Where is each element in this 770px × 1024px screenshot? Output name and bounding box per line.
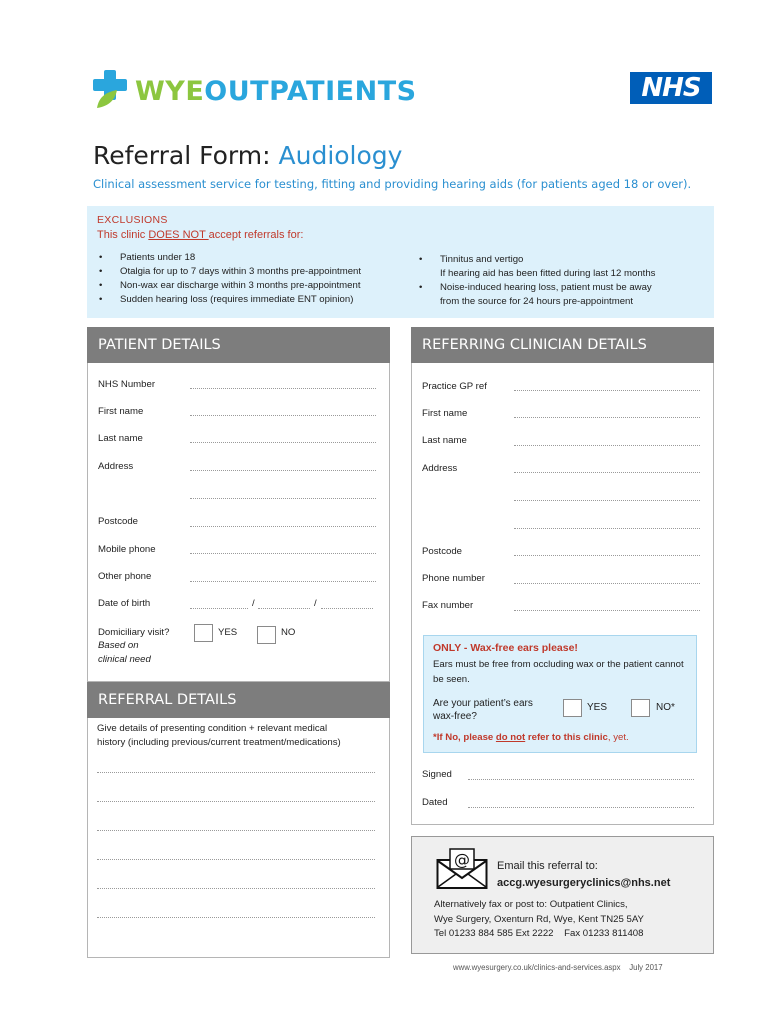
- clinician-first-name-field[interactable]: [514, 417, 700, 418]
- clinician-phone-label: Phone number: [422, 573, 485, 584]
- referral-instructions-1: Give details of presenting condition + relevant medical: [97, 723, 328, 734]
- mobile-phone-field[interactable]: [190, 553, 376, 554]
- clinician-last-name-label: Last name: [422, 435, 467, 446]
- postal-line-1: Alternatively fax or post to: Outpatient Clinics,: [434, 899, 628, 910]
- referring-clinician-box: [411, 363, 714, 825]
- list-item-text: Non-wax ear discharge within 3 months pre-appointment: [120, 280, 361, 291]
- clinician-address-field-1[interactable]: [514, 472, 700, 473]
- clinician-postcode-label: Postcode: [422, 546, 463, 557]
- wax-free-no-label: NO*: [656, 702, 675, 713]
- referral-line[interactable]: [97, 917, 375, 918]
- wax-free-text: Ears must be free from occluding wax or the patient cannot be seen.: [433, 659, 684, 685]
- domiciliary-yes-checkbox[interactable]: [194, 624, 213, 642]
- exclusions-intro-after: accept referrals for:: [208, 229, 304, 241]
- page-subtitle: Clinical assessment service for testing, fitting and providing hearing aids (for patients aged 18 or over).: [93, 177, 692, 191]
- clinician-fax-label: Fax number: [422, 600, 474, 611]
- wax-free-no-checkbox[interactable]: [631, 699, 650, 717]
- patient-last-name-field[interactable]: [190, 442, 376, 443]
- dated-label: Dated: [422, 797, 448, 808]
- list-item-text: Noise-induced hearing loss, patient must be away: [440, 282, 652, 293]
- title-accent: Audiology: [278, 141, 403, 170]
- domiciliary-yes-label: YES: [218, 627, 238, 638]
- wye-cross-leaf-logo-icon: [93, 70, 127, 110]
- referral-details-box: [87, 718, 390, 958]
- clinician-fax-field[interactable]: [514, 610, 700, 611]
- clinician-first-name-label: First name: [422, 408, 468, 419]
- domiciliary-note-2: clinical need: [98, 654, 151, 665]
- referring-clinician-heading: REFERRING CLINICIAN DETAILS: [411, 327, 714, 363]
- dob-separator: /: [252, 598, 255, 609]
- email-envelope-icon: [436, 848, 488, 890]
- wax-free-yes-checkbox[interactable]: [563, 699, 582, 717]
- list-item-text: If hearing aid has been fitted during last 12 months: [440, 268, 656, 279]
- wax-note-c: refer to this clinic: [525, 732, 608, 743]
- postal-details: [434, 898, 709, 942]
- email-label: Email this referral to:: [497, 860, 598, 872]
- other-phone-label: Other phone: [98, 571, 152, 582]
- patient-first-name-field[interactable]: [190, 415, 376, 416]
- other-phone-field[interactable]: [190, 581, 376, 582]
- domiciliary-no-label: NO: [281, 627, 296, 638]
- nhs-number-field[interactable]: [190, 388, 376, 389]
- exclusions-list-right: [417, 253, 655, 309]
- dated-field[interactable]: [468, 807, 694, 808]
- dob-month-field[interactable]: [258, 608, 310, 609]
- referral-line[interactable]: [97, 859, 375, 860]
- exclusions-intro-emph: DOES NOT: [148, 229, 209, 241]
- wax-free-note: [433, 732, 629, 743]
- list-item: • Noise-induced hearing loss, patient must be away: [419, 282, 652, 293]
- referral-line[interactable]: [97, 801, 375, 802]
- wax-free-question: [433, 697, 533, 723]
- referral-instructions-2: history (including previous/current treatment/medications): [97, 737, 341, 748]
- domiciliary-note-1: Based on: [98, 640, 139, 651]
- footer-text: www.wyesurgery.co.uk/clinics-and-services.aspx July 2017: [453, 963, 663, 972]
- patient-last-name-label: Last name: [98, 433, 143, 444]
- wax-free-title: ONLY - Wax-free ears please!: [433, 642, 578, 654]
- brand-logo-text: [135, 76, 417, 107]
- exclusions-list-left: [97, 251, 361, 307]
- dob-separator: /: [314, 598, 317, 609]
- domiciliary-no-checkbox[interactable]: [257, 626, 276, 644]
- exclusions-intro: [97, 229, 303, 241]
- gp-ref-field[interactable]: [514, 390, 700, 391]
- list-item: • Otalgia for up to 7 days within 3 months pre-appointment: [99, 266, 362, 277]
- clinician-address-field-3[interactable]: [514, 528, 700, 529]
- patient-details-heading: PATIENT DETAILS: [87, 327, 390, 363]
- wax-free-question-line-2: wax-free?: [433, 711, 477, 722]
- wax-note-a: *If No, please: [433, 732, 496, 743]
- exclusions-intro-before: This clinic: [97, 229, 149, 241]
- referral-line[interactable]: [97, 830, 375, 831]
- wax-free-question-line-1: Are your patient’s ears: [433, 698, 533, 709]
- referral-line[interactable]: [97, 772, 375, 773]
- patient-first-name-label: First name: [98, 406, 144, 417]
- list-item-text: from the source for 24 hours pre-appointment: [440, 296, 634, 307]
- referral-details-heading: REFERRAL DETAILS: [87, 682, 390, 718]
- clinician-address-label: Address: [422, 463, 458, 474]
- gp-ref-label: Practice GP ref: [422, 381, 487, 392]
- dob-day-field[interactable]: [190, 608, 248, 609]
- clinician-phone-field[interactable]: [514, 583, 700, 584]
- list-item-text: Sudden hearing loss (requires immediate ENT opinion): [120, 294, 354, 305]
- wax-note-d: , yet.: [607, 732, 629, 743]
- clinician-postcode-field[interactable]: [514, 555, 700, 556]
- brand-outpatients: OUTPATIENTS: [204, 76, 417, 107]
- signed-label: Signed: [422, 769, 452, 780]
- patient-address-label: Address: [98, 461, 134, 472]
- domiciliary-visit-label: Domiciliary visit?: [98, 627, 170, 638]
- clinician-last-name-field[interactable]: [514, 445, 700, 446]
- postal-line-2: Wye Surgery, Oxenturn Rd, Wye, Kent TN25 5AY: [434, 913, 644, 925]
- list-item-text: Tinnitus and vertigo: [440, 254, 524, 265]
- list-item: • Tinnitus and vertigo: [419, 254, 524, 265]
- list-item-continuation: [417, 267, 655, 281]
- title-prefix: Referral Form:: [93, 141, 279, 170]
- patient-address-field-1[interactable]: [190, 470, 376, 471]
- list-item-text: Otalgia for up to 7 days within 3 months pre-appointment: [120, 266, 362, 277]
- referral-line[interactable]: [97, 888, 375, 889]
- list-item-continuation: [417, 295, 655, 309]
- signed-field[interactable]: [468, 779, 694, 780]
- patient-address-field-2[interactable]: [190, 498, 376, 499]
- list-item: • Patients under 18: [99, 252, 196, 263]
- mobile-phone-label: Mobile phone: [98, 544, 156, 555]
- nhs-number-label: NHS Number: [98, 379, 156, 390]
- svg-text:@: @: [454, 850, 470, 869]
- dob-label: Date of birth: [98, 598, 151, 609]
- exclusions-heading: EXCLUSIONS: [97, 214, 168, 226]
- patient-postcode-label: Postcode: [98, 516, 139, 527]
- email-address-link[interactable]: accg.wyesurgeryclinics@nhs.net: [497, 877, 671, 889]
- list-item-text: Patients under 18: [120, 252, 196, 263]
- postal-line-3: Tel 01233 884 585 Ext 2222 Fax 01233 811408: [434, 928, 644, 939]
- wax-note-b: do not: [495, 732, 526, 743]
- list-item: • Non-wax ear discharge within 3 months pre-appointment: [99, 280, 361, 291]
- patient-postcode-field[interactable]: [190, 526, 376, 527]
- wax-free-yes-label: YES: [587, 702, 608, 713]
- list-item: • Sudden hearing loss (requires immediate ENT opinion): [99, 294, 354, 305]
- clinician-address-field-2[interactable]: [514, 500, 700, 501]
- dob-year-field[interactable]: [321, 608, 373, 609]
- nhs-logo: NHS: [630, 72, 712, 104]
- brand-wye: WYE: [135, 76, 205, 107]
- page-title: [93, 141, 402, 170]
